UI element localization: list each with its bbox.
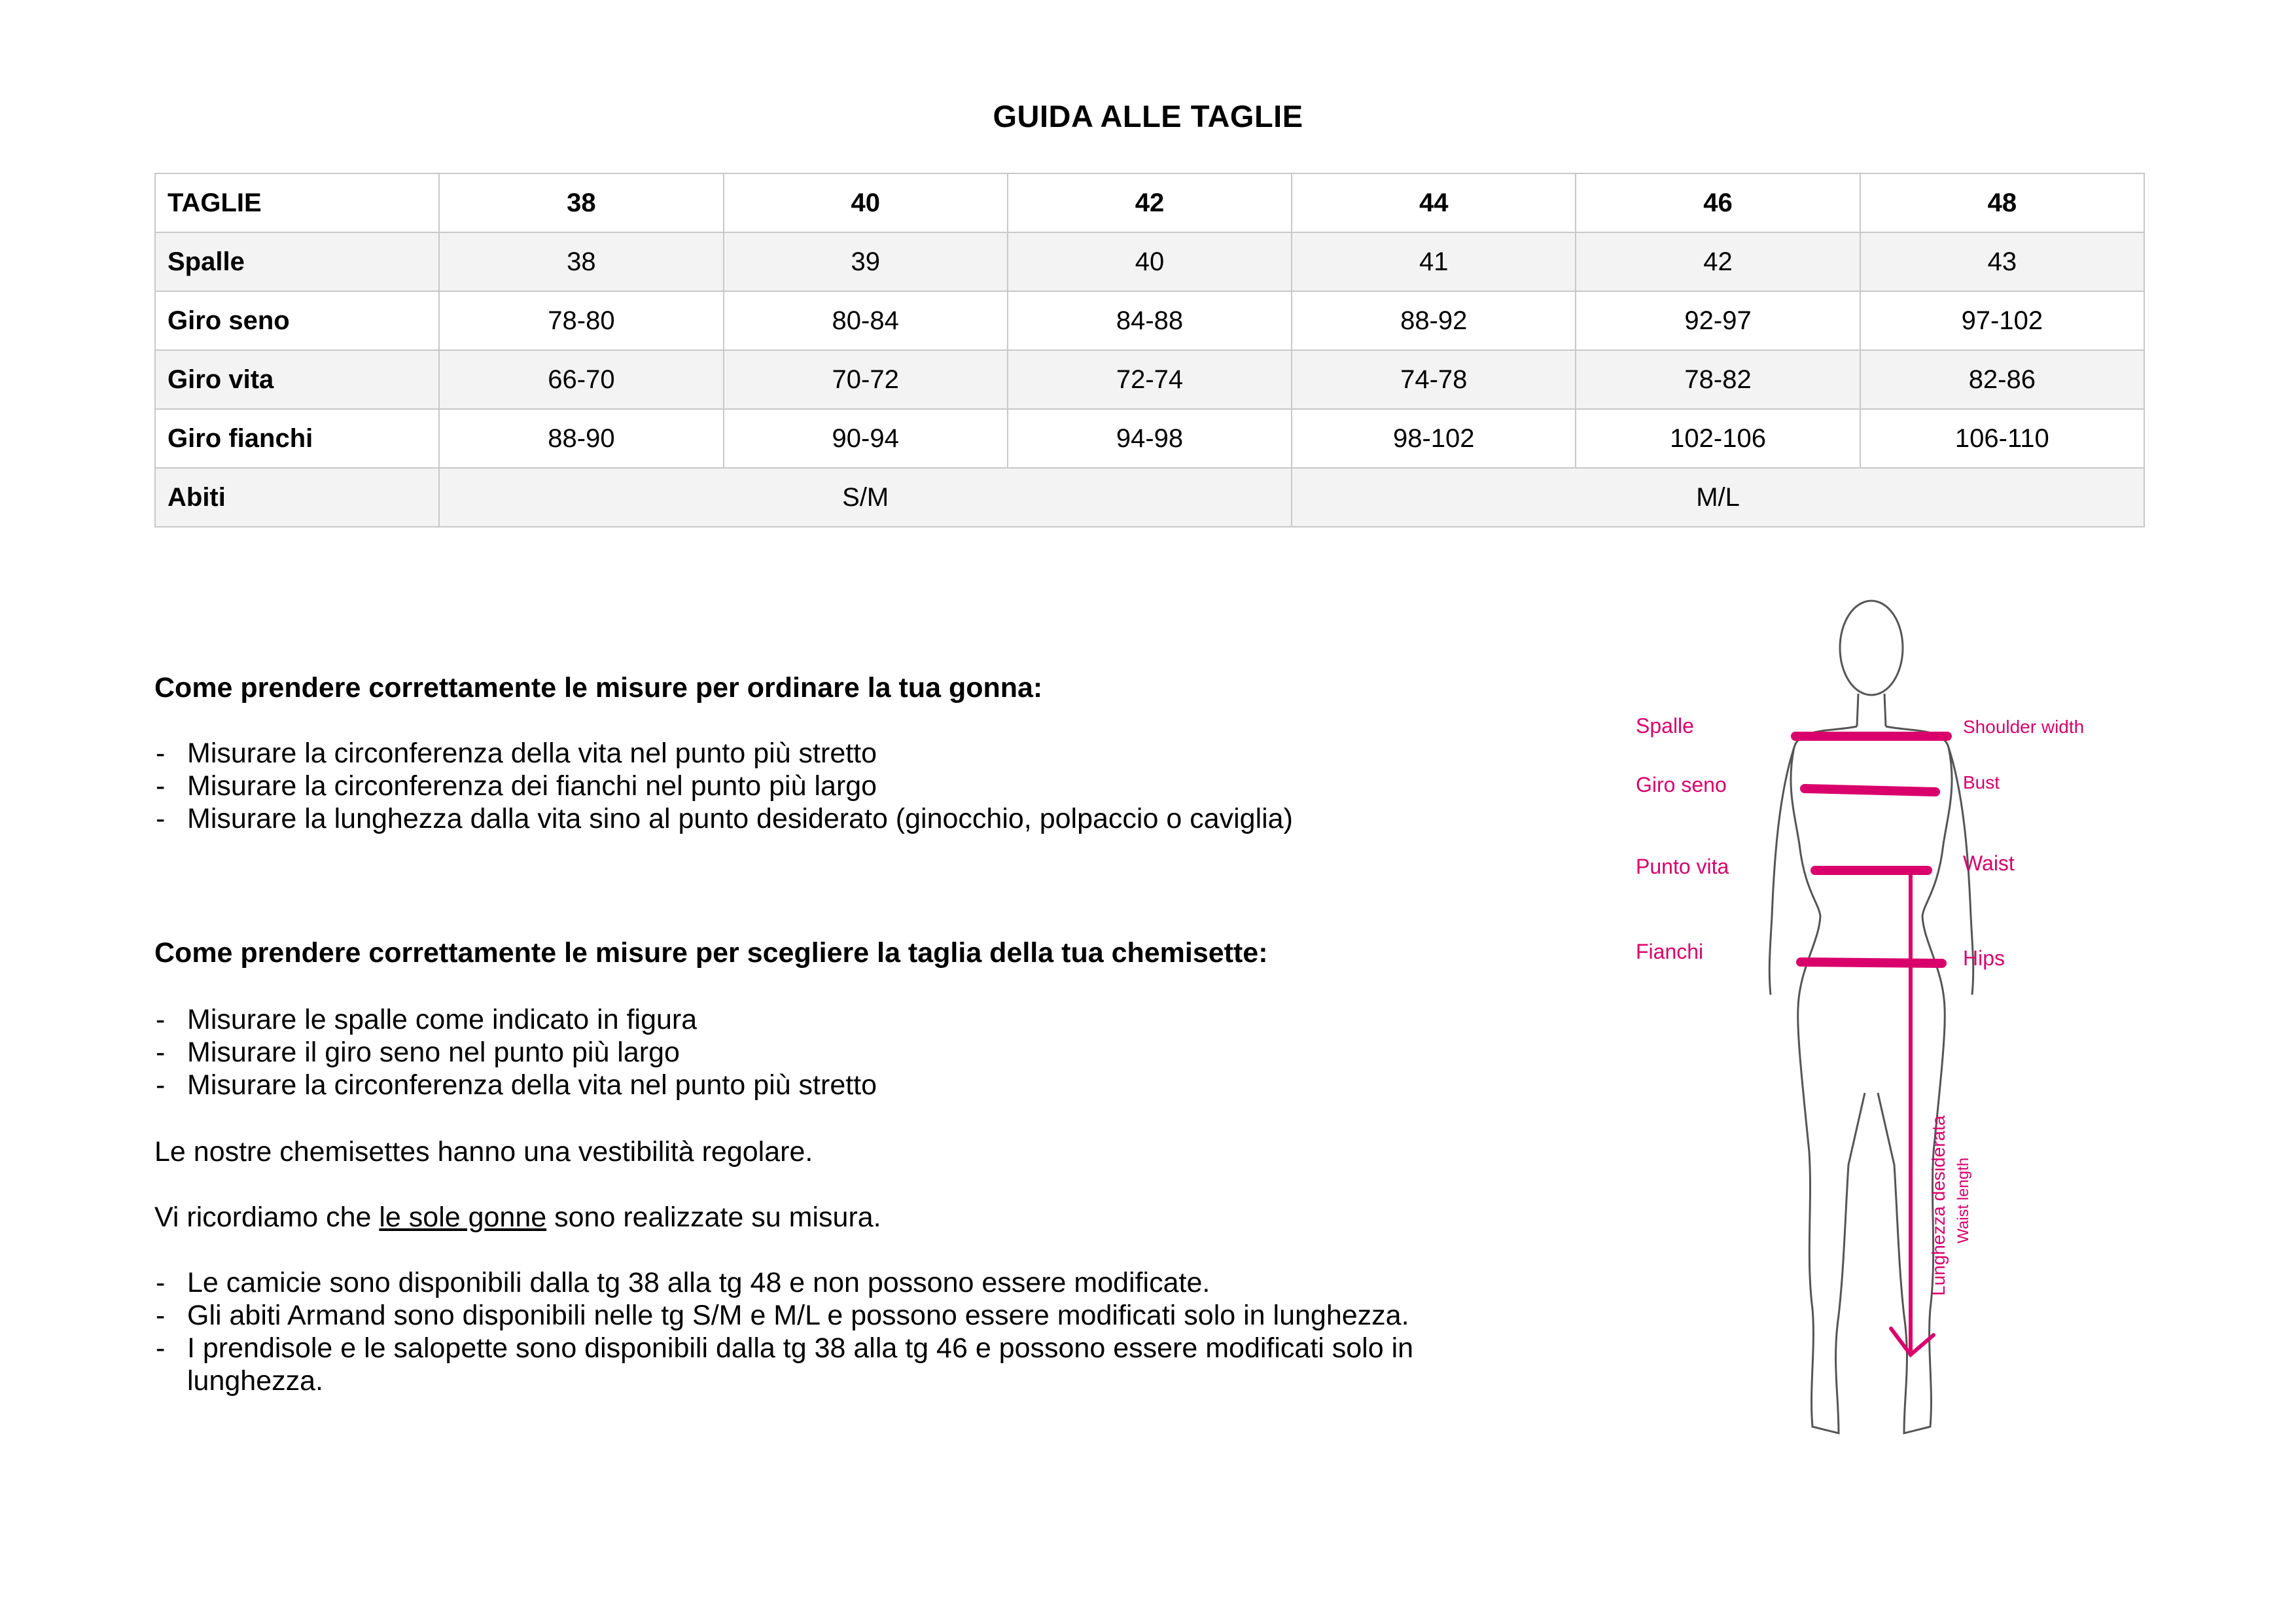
note-item: - Gli abiti Armand sono disponibili nelle tg S/M e M/L e possono essere modificati solo in lunghezza. [154,1299,1528,1332]
custom-note-suffix: sono realizzate su misura. [546,1202,881,1233]
table-cell: 70-72 [724,350,1008,409]
table-row [155,291,2144,350]
table-cell: S/M [439,468,1292,527]
row-label: Giro vita [155,350,439,409]
table-cell: 98-102 [1292,409,1576,468]
figure-neck [1857,694,1886,726]
list-item: - Misurare la circonferenza della vita nel punto più stretto [154,737,1528,770]
table-cell: 84-88 [1008,291,1292,350]
row-label: Abiti [155,468,439,527]
skirt-instructions [154,671,1528,835]
list-item: - Misurare la lunghezza dalla vita sino al punto desiderato (ginocchio, polpaccio o caviglia) [154,802,1528,835]
instruction-list [154,1003,1528,1101]
table-cell: 40 [1008,232,1292,291]
table-cell: 72-74 [1008,350,1292,409]
custom-note [154,1201,1528,1234]
label-spalle: Spalle [1636,714,1694,738]
table-header-cell: 46 [1576,173,1860,232]
custom-note-prefix: Vi ricordiamo che [154,1202,380,1233]
label-length-it: Lunghezza desiderata [1928,1115,1949,1296]
note-item: - I prendisole e le salopette sono disponibili dalla tg 38 alla tg 46 e possono essere modificati solo in lunghezza. [154,1332,1528,1397]
list-item: - Misurare la circonferenza della vita nel punto più stretto [154,1069,1528,1101]
table-cell: 66-70 [439,350,723,409]
table-header-cell: 42 [1008,173,1292,232]
table-cell: 102-106 [1576,409,1860,468]
label-bust: Bust [1963,772,2000,793]
label-hips: Hips [1963,946,2005,970]
chemisette-instructions [154,936,1528,1397]
label-shoulder-width: Shoulder width [1963,717,2085,737]
label-giro-seno: Giro seno [1636,773,1727,796]
list-item: - Misurare la circonferenza dei fianchi nel punto più largo [154,770,1528,802]
table-cell: 88-92 [1292,291,1576,350]
table-cell: 88-90 [439,409,723,468]
measurement-figure [1623,576,2120,1479]
table-cell: 97-102 [1860,291,2144,350]
table-cell: M/L [1292,468,2144,527]
list-item: - Misurare il giro seno nel punto più largo [154,1036,1528,1069]
table-cell: 80-84 [724,291,1008,350]
label-punto-vita: Punto vita [1636,855,1729,878]
table-row [155,232,2144,291]
section-heading: Come prendere correttamente le misure per scegliere la taglia della tua chemisette: [154,937,1268,969]
table-cell: 90-94 [724,409,1008,468]
label-length-en: Waist length [1954,1157,1972,1243]
table-cell: 106-110 [1860,409,2144,468]
table-cell: 43 [1860,232,2144,291]
hips-measure-line [1801,962,1942,963]
note-item: - Le camicie sono disponibili dalla tg 38 alla tg 48 e non possono essere modificate. [154,1266,1528,1299]
list-item: - Misurare le spalle come indicato in figura [154,1003,1528,1036]
table-header-cell: 48 [1860,173,2144,232]
table-row [155,350,2144,409]
table-header-cell: 44 [1292,173,1576,232]
figure-body [1791,726,1952,1433]
table-row [155,409,2144,468]
fit-note: Le nostre chemisettes hanno una vestibilità regolare. [154,1136,813,1168]
table-cell: 92-97 [1576,291,1860,350]
section-heading: Come prendere correttamente le misure per ordinare la tua gonna: [154,672,1043,704]
custom-note-underlined: le sole gonne [379,1202,547,1233]
page-title: GUIDA ALLE TAGLIE [993,99,1303,134]
notes-list [154,1266,1528,1397]
table-header-row [155,173,2144,232]
table-cell: 94-98 [1008,409,1292,468]
table-header-cell: 40 [724,173,1008,232]
table-cell: 78-80 [439,291,723,350]
row-label: Giro seno [155,291,439,350]
table-header-cell: TAGLIE [155,173,439,232]
size-table [154,173,2145,527]
table-header-cell: 38 [439,173,723,232]
table-cell: 39 [724,232,1008,291]
figure-head [1840,601,1903,695]
table-cell: 41 [1292,232,1576,291]
table-cell: 38 [439,232,723,291]
row-label: Spalle [155,232,439,291]
table-row [155,468,2144,527]
table-cell: 82-86 [1860,350,2144,409]
table-cell: 78-82 [1576,350,1860,409]
table-cell: 74-78 [1292,350,1576,409]
label-fianchi: Fianchi [1636,940,1704,963]
bust-measure-line [1805,789,1935,792]
table-cell: 42 [1576,232,1860,291]
row-label: Giro fianchi [155,409,439,468]
label-waist: Waist [1963,851,2015,875]
instruction-list [154,737,1528,835]
